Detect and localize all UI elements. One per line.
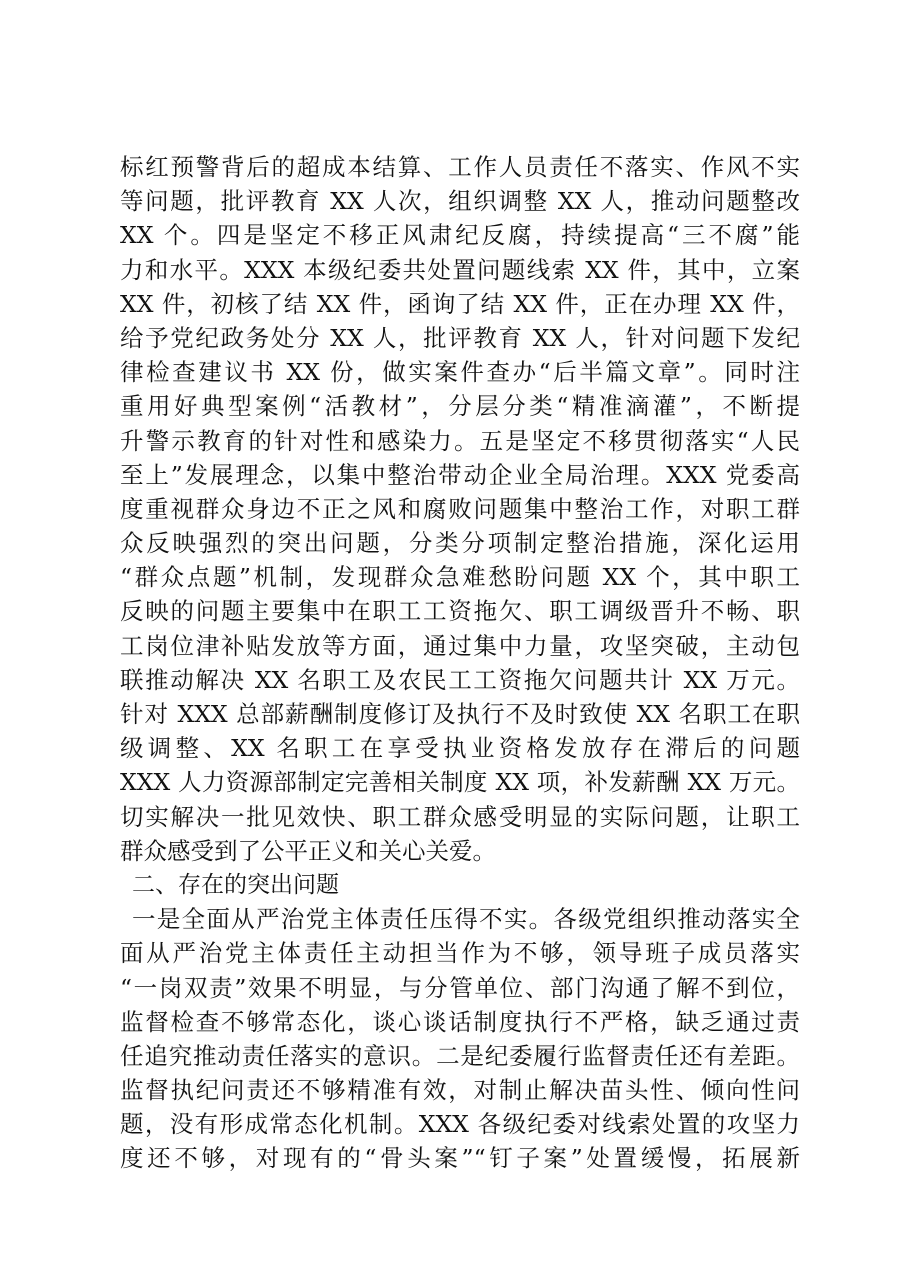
text-line: 力和水平。XXX 本级纪委共处置问题线索 XX 件，其中，立案 [120,255,800,284]
text-line: 针对 XXX 总部薪酬制度修订及执行不及时致使 XX 名职工在职 [120,700,800,728]
text-line: XX 个。四是坚定不移正风肃纪反腐，持续提高“三不腐”能 [120,221,800,250]
text-line: 给予党纪政务处分 XX 人，批评教育 XX 人，针对问题下发纪 [120,323,800,352]
text-line: 一是全面从严治党主体责任压得不实。各级党组织推动落实全 [132,905,800,934]
text-line: 度重视群众身边不正之风和腐败问题集中整治工作，对职工群 [120,494,800,523]
text-line: 至上”发展理念，以集中整治带动企业全局治理。XXX 党委高 [120,460,800,489]
text-line: XX 件，初核了结 XX 件，函询了结 XX 件，正在办理 XX 件， [120,289,800,318]
text-line: 监督检查不够常态化，谈心谈话制度执行不严格，缺乏通过责 [120,1007,800,1036]
text-line: 面从严治党主体责任主动担当作为不够，领导班子成员落实 [120,939,800,968]
text-line: 标红预警背后的超成本结算、工作人员责任不落实、作风不实 [120,153,800,181]
section-heading: 二、存在的突出问题 [132,871,339,898]
text-line: 重用好典型案例“活教材”，分层分类“精准滴灌”，不断提 [120,392,800,421]
text-line: 群众感受到了公平正义和关心关爱。 [120,836,496,865]
text-line: 题，没有形成常态化机制。XXX 各级纪委对线索处置的攻坚力 [120,1110,800,1139]
text-line: “一岗双责”效果不明显，与分管单位、部门沟通了解不到位， [120,973,800,1002]
text-line: “群众点题”机制，发现群众急难愁盼问题 XX 个，其中职工 [120,563,800,592]
text-line: 反映的问题主要集中在职工工资拖欠、职工调级晋升不畅、职 [120,597,800,626]
text-line: 监督执纪问责还不够精准有效，对制止解决苗头性、倾向性问 [120,1076,800,1105]
text-line: XXX 人力资源部制定完善相关制度 XX 项，补发薪酬 XX 万元。 [120,768,800,797]
text-line: 工岗位津补贴发放等方面，通过集中力量，攻坚突破，主动包 [120,631,800,660]
text-line: 任追究推动责任落实的意识。二是纪委履行监督责任还有差距。 [120,1041,800,1070]
text-line: 众反映强烈的突出问题，分类分项制定整治措施，深化运用 [120,529,800,558]
text-line: 律检查建议书 XX 份，做实案件查办“后半篇文章”。同时注 [120,358,800,387]
text-line: 联推动解决 XX 名职工及农民工工资拖欠问题共计 XX 万元。 [120,665,800,694]
text-line: 级调整、XX 名职工在享受执业资格发放存在滞后的问题 [120,734,800,763]
document-body [120,150,800,1176]
text-line: 升警示教育的针对性和感染力。五是坚定不移贯彻落实“人民 [120,426,800,455]
text-line: 切实解决一批见效快、职工群众感受明显的实际问题，让职工 [120,802,800,831]
text-line: 等问题，批评教育 XX 人次，组织调整 XX 人，推动问题整改 [120,187,800,216]
text-line: 度还不够，对现有的“骨头案”“钉子案”处置缓慢，拓展新 [120,1144,800,1173]
